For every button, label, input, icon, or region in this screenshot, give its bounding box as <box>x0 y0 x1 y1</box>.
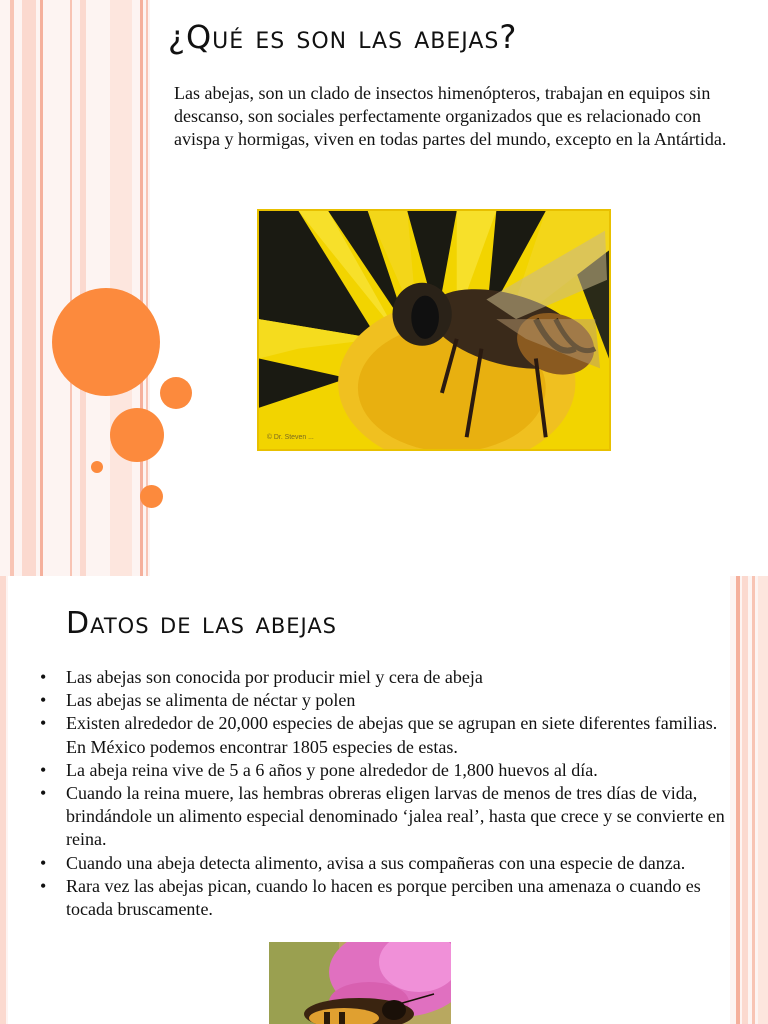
list-item <box>40 689 730 712</box>
list-item <box>40 875 730 921</box>
fact-text: La abeja reina vive de 5 a 6 años y pone alrededor de 1,800 huevos al día. <box>66 759 598 780</box>
list-item <box>40 759 730 782</box>
decor-circle <box>110 408 164 462</box>
bullet: • <box>40 690 47 711</box>
slide-2 <box>0 576 768 1024</box>
decor-stripe <box>70 0 72 576</box>
decor-stripe <box>22 0 36 576</box>
decor-stripe <box>758 576 768 1024</box>
bullet: • <box>40 875 47 896</box>
fact-text: Las abejas son conocida por producir miel y cera de abeja <box>66 667 483 687</box>
slide-1-paragraph: Las abejas, son un clado de insectos himenópteros, trabajan en equipos sin descanso, son sociales perfectamente organizados que es relacionado con avispa y hormigas, viven en todas partes del mundo, excepto en la Antártida. <box>174 83 727 149</box>
decor-stripe <box>752 576 755 1024</box>
list-item <box>40 852 730 875</box>
decor-circle <box>160 377 192 409</box>
fact-text: Existen alrededor de 20,000 especies de abejas que se agrupan en siete diferentes familias. En México podemos encontrar 1805 especies de estas. <box>66 713 718 757</box>
bee-pink-flower-photo <box>269 942 451 1024</box>
fact-text: Cuando la reina muere, las hembras obreras eligen larvas de menos de tres días de vida, brindándole un alimento especial denominado ‘jalea real’, hasta que crece y se convierte en reina. <box>66 783 725 850</box>
decor-stripe <box>10 0 14 576</box>
facts-list <box>40 666 730 921</box>
fact-text: Las abejas se alimenta de néctar y polen <box>66 690 356 711</box>
list-item <box>40 666 730 689</box>
bullet: • <box>40 759 47 780</box>
bullet: • <box>40 783 47 804</box>
bee-on-flower-photo <box>257 209 611 451</box>
decor-stripe <box>0 576 6 1024</box>
bullet: • <box>40 852 47 873</box>
list-item <box>40 782 730 852</box>
bullet: • <box>40 713 47 734</box>
slide-2-title: Datos de las abejas <box>66 606 338 641</box>
decor-circle-large <box>52 288 160 396</box>
decor-stripe <box>80 0 86 576</box>
fact-text: Cuando una abeja detecta alimento, avisa a sus compañeras con una especie de danza. <box>66 852 686 873</box>
photo-caption: © Dr. Steven ... <box>266 434 314 442</box>
decor-stripe <box>736 576 740 1024</box>
decor-stripe <box>40 0 43 576</box>
bullet: • <box>40 667 47 687</box>
fact-text: Rara vez las abejas pican, cuando lo hacen es porque perciben una amenaza o cuando es tocada bruscamente. <box>66 875 701 920</box>
slide-1-title: ¿Qué es son las abejas? <box>168 18 518 56</box>
decor-stripe <box>742 576 748 1024</box>
decor-circle <box>91 461 103 473</box>
decor-circle <box>140 485 163 508</box>
list-item <box>40 712 730 758</box>
